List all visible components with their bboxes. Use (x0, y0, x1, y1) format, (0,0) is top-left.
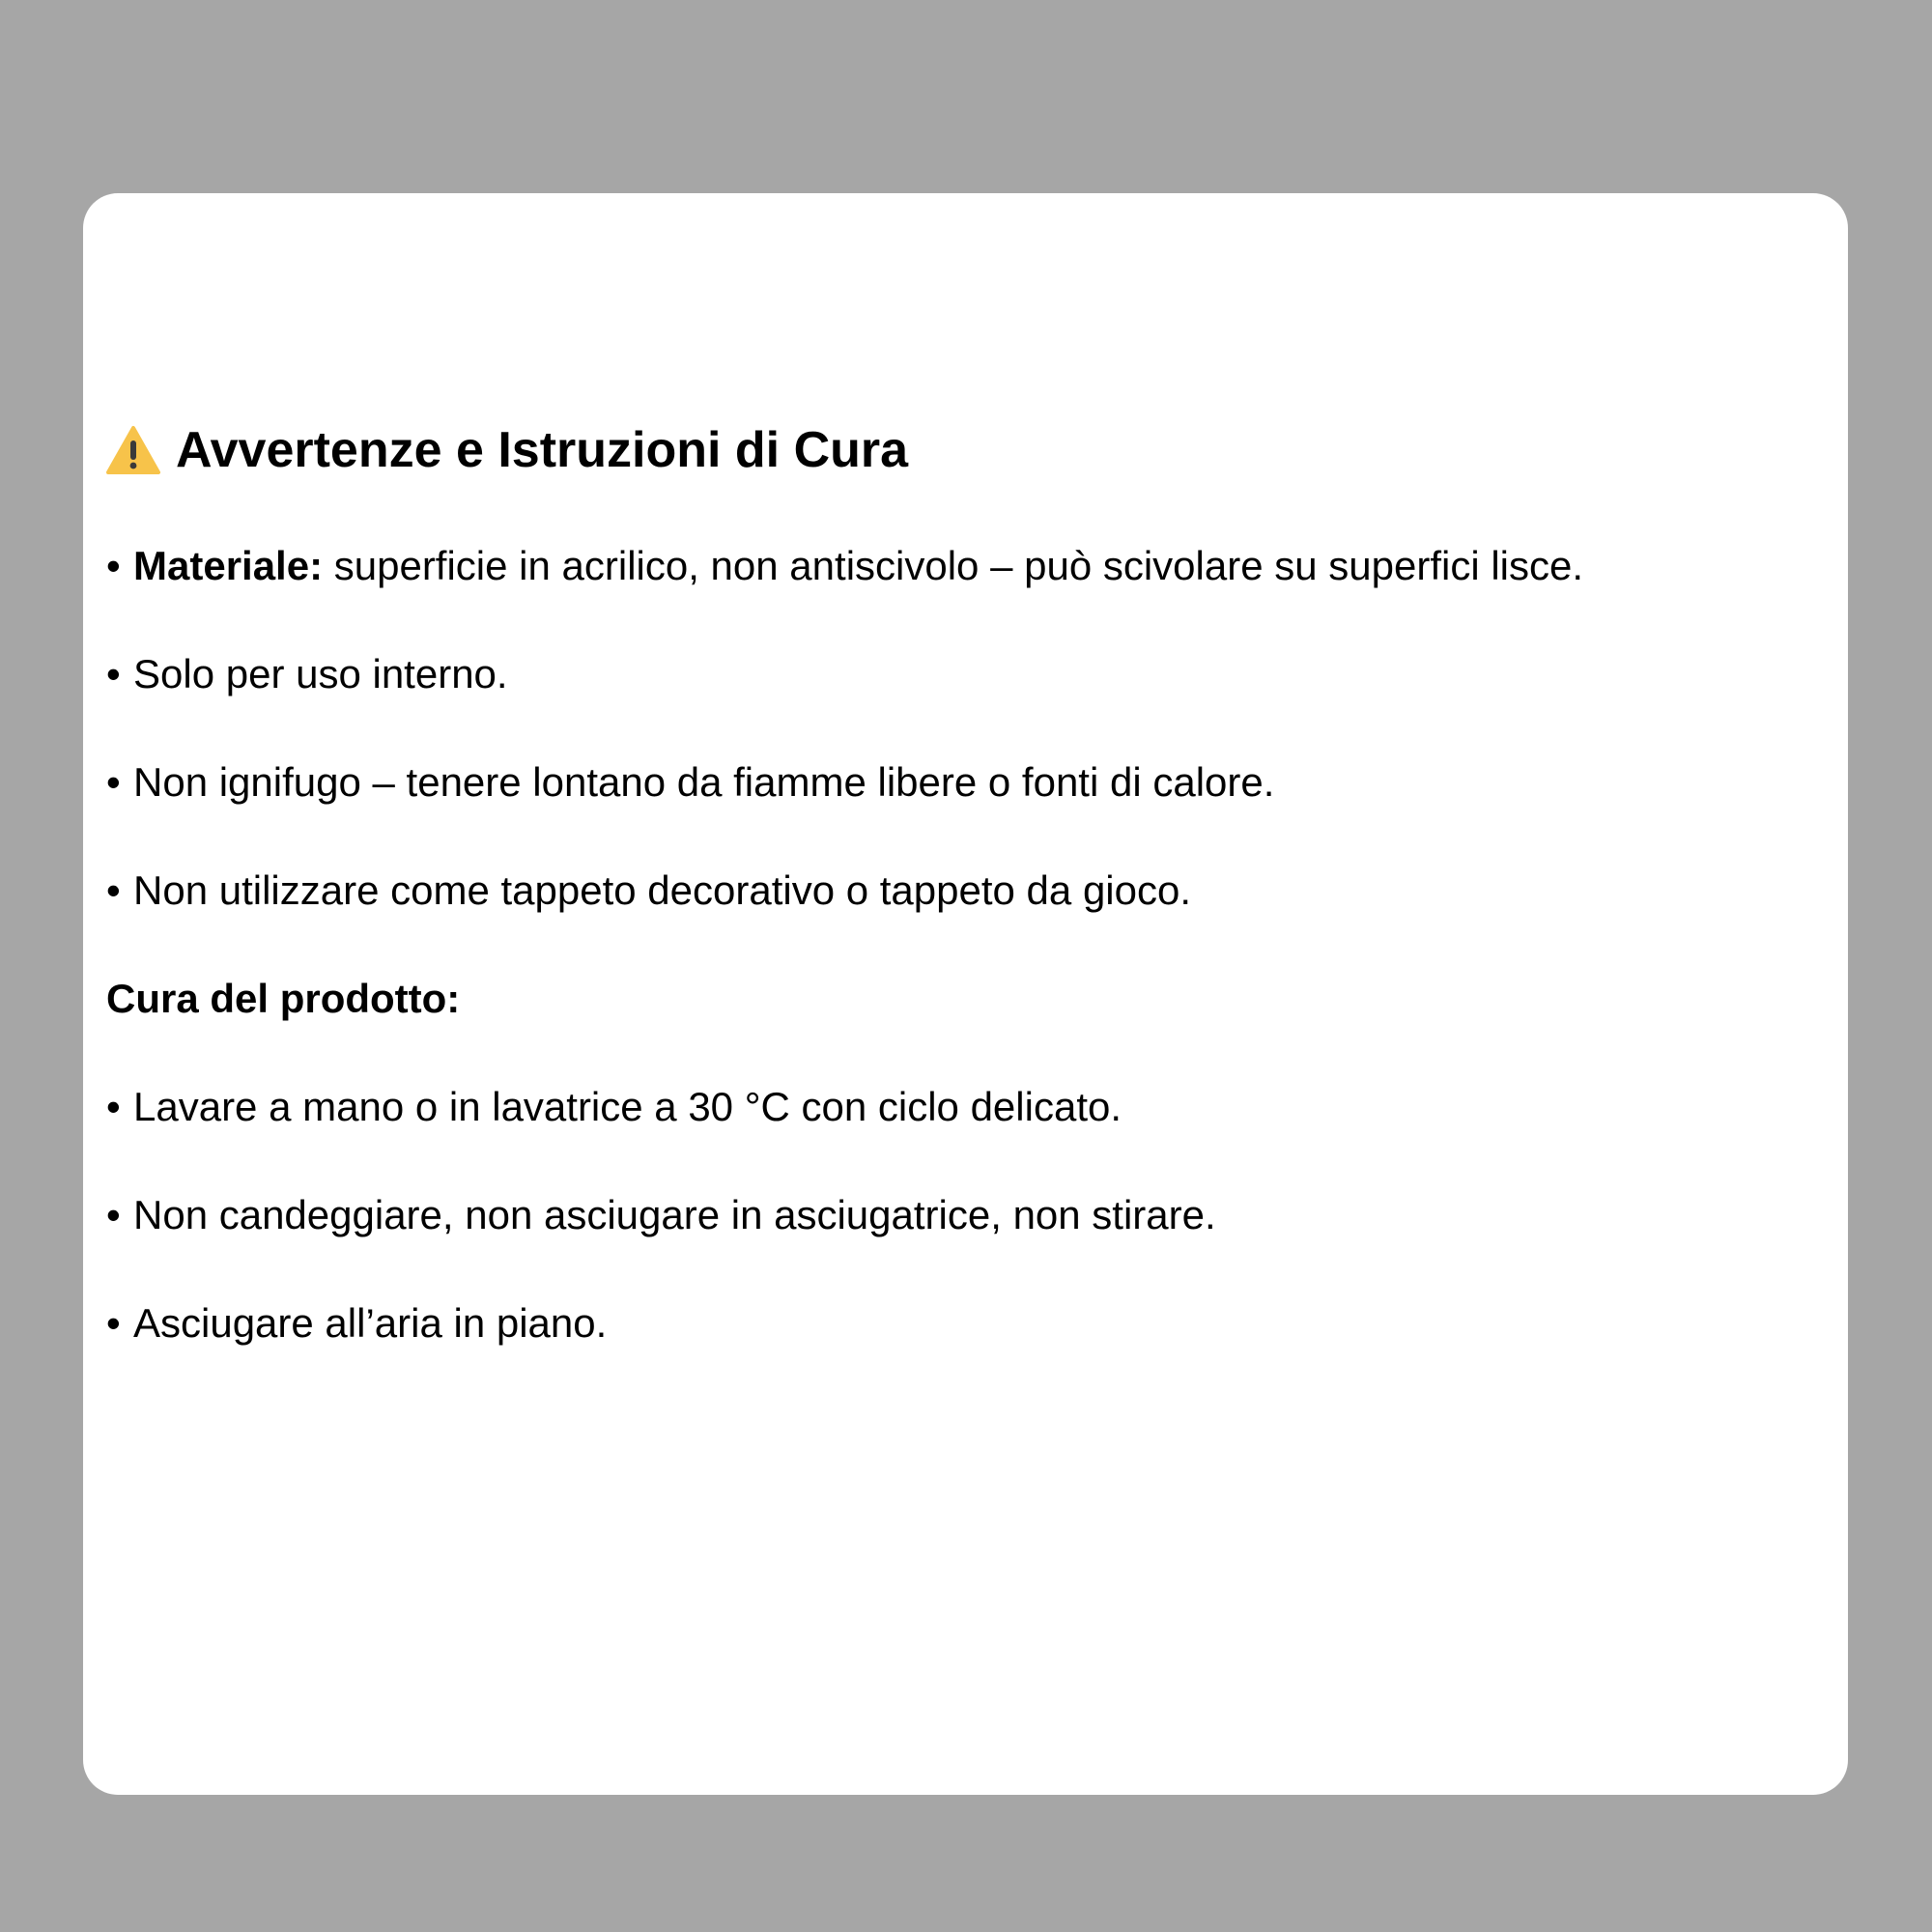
bullet: • (106, 867, 121, 913)
page-title (106, 421, 1809, 479)
bullet: • (106, 651, 121, 696)
care-text: Non candeggiare, non asciugare in asciugatrice, non stirare. (133, 1192, 1216, 1237)
care-item-wash (106, 1078, 1809, 1136)
warning-text: Non ignifugo – tenere lontano da fiamme libere o fonti di calore. (133, 759, 1275, 805)
warning-item-material (106, 537, 1809, 595)
bullet: • (106, 759, 121, 805)
bullet: • (106, 543, 121, 588)
title-text: Avvertenze e Istruzioni di Cura (176, 422, 909, 478)
care-text: Lavare a mano o in lavatrice a 30 °C con ciclo delicato. (133, 1084, 1122, 1129)
warning-text: Solo per uso interno. (133, 651, 508, 696)
care-text: Asciugare all’aria in piano. (133, 1300, 608, 1346)
bullet: • (106, 1300, 121, 1346)
warning-item-fire (106, 753, 1809, 811)
care-heading: Cura del prodotto: (106, 976, 461, 1021)
warning-icon (106, 425, 160, 475)
material-text: superficie in acrilico, non antiscivolo – può scivolare su superfici lisce. (323, 543, 1584, 588)
warning-text: Non utilizzare come tappeto decorativo o tappeto da gioco. (133, 867, 1192, 913)
bullet: • (106, 1084, 121, 1129)
bullet: • (106, 1192, 121, 1237)
warning-item-indoor (106, 645, 1809, 703)
care-item-restrictions (106, 1186, 1809, 1244)
warning-item-usage (106, 862, 1809, 920)
instructions-content (106, 421, 1809, 1403)
instructions-card (83, 193, 1848, 1795)
care-item-dry (106, 1294, 1809, 1352)
material-label: Materiale: (133, 543, 324, 588)
